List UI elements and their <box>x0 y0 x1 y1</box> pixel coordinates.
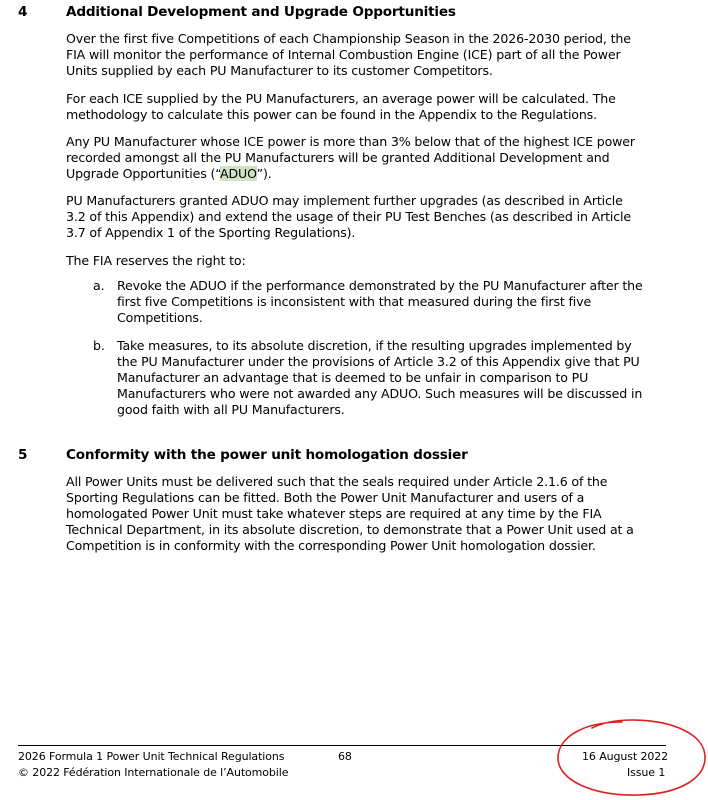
s5-p1-line: All Power Units must be delivered such that the seals required under Article 2.1.6 of the <box>66 474 608 489</box>
s4-paragraph-5 <box>66 253 698 269</box>
s4-p1-line: FIA will monitor the performance of Internal Combustion Engine (ICE) part of all the Power <box>66 47 621 62</box>
s4-p2-line: methodology to calculate this power can be found in the Appendix to the Regulations. <box>66 107 597 122</box>
list-item-a-line: Revoke the ADUO if the performance demonstrated by the PU Manufacturer after the <box>117 278 643 293</box>
s4-paragraph-1 <box>66 31 698 79</box>
section-4-title: Additional Development and Upgrade Opportunities <box>66 4 456 20</box>
section-4-number: 4 <box>18 4 28 20</box>
s4-p4-line: PU Manufacturers granted ADUO may implement further upgrades (as described in Article <box>66 193 623 208</box>
list-item-a-text <box>117 278 643 326</box>
s4-p3-last-line <box>66 166 698 182</box>
s4-p1-line: Units supplied by each PU Manufacturer to its customer Competitors. <box>66 63 493 78</box>
footer-doc-title: 2026 Formula 1 Power Unit Technical Regulations <box>18 750 285 763</box>
s4-p3-before: Upgrade Opportunities (“ <box>66 166 220 181</box>
s4-p3-line: Any PU Manufacturer whose ICE power is more than 3% below that of the highest ICE power <box>66 134 635 149</box>
aduo-highlight: ADUO <box>220 166 257 181</box>
list-item-b-text <box>117 338 642 418</box>
s4-p3-after: ”). <box>256 166 272 181</box>
list-item-b-line: good faith with all PU Manufacturers. <box>117 402 345 417</box>
list-item-a-line: first five Competitions is inconsistent with that measured during the first five <box>117 294 592 309</box>
s4-paragraph-4 <box>66 193 698 241</box>
s4-p1-line: Over the first five Competitions of each Championship Season in the 2026-2030 period, the <box>66 31 631 46</box>
s5-p1-line: Competition is in conformity with the corresponding Power Unit homologation dossier. <box>66 538 596 553</box>
s5-p1-line: Technical Department, in its absolute discretion, to demonstrate that a Power Unit used at a <box>66 522 634 537</box>
s4-p4-line: 3.7 of Appendix 1 of the Sporting Regulations). <box>66 225 356 240</box>
s5-paragraph-1 <box>66 474 698 554</box>
footer-copyright: © 2022 Fédération Internationale de l’Automobile <box>18 766 289 779</box>
s5-p1-line: homologated Power Unit must take whatever steps are required at any time by the FIA <box>66 506 602 521</box>
list-item-b-label: b. <box>93 338 105 353</box>
footer-page-number: 68 <box>338 750 352 763</box>
section-5-number: 5 <box>18 447 28 463</box>
list-item-b-line: the PU Manufacturer under the provisions of Article 3.2 of this Appendix give that PU <box>117 354 640 369</box>
list-item-a-line: Competitions. <box>117 310 203 325</box>
annotation-circle <box>552 716 708 800</box>
s5-p1-line: Sporting Regulations can be fitted. Both the Power Unit Manufacturer and users of a <box>66 490 585 505</box>
list-item-a-label: a. <box>93 278 105 293</box>
footer-issue: Issue 1 <box>627 766 666 779</box>
list-item-b-line: Manufacturer an advantage that is deemed to be unfair in comparison to PU <box>117 370 589 385</box>
s4-p2-line: For each ICE supplied by the PU Manufacturers, an average power will be calculated. The <box>66 91 616 106</box>
list-item-b-line: Manufacturers who were not awarded any ADUO. Such measures will be discussed in <box>117 386 643 401</box>
s4-paragraph-2 <box>66 91 698 123</box>
s4-p4-line: 3.2 of this Appendix) and extend the usage of their PU Test Benches (as described in Article <box>66 209 631 224</box>
s4-p3-line: recorded amongst all the PU Manufacturers will be granted Additional Development and <box>66 150 610 165</box>
list-item-b-line: Take measures, to its absolute discretion, if the resulting upgrades implemented by <box>117 338 632 353</box>
section-5-title: Conformity with the power unit homologation dossier <box>66 447 468 463</box>
s4-p5-line: The FIA reserves the right to: <box>66 253 246 268</box>
footer-date: 16 August 2022 <box>582 750 669 763</box>
s4-paragraph-3 <box>66 134 698 182</box>
